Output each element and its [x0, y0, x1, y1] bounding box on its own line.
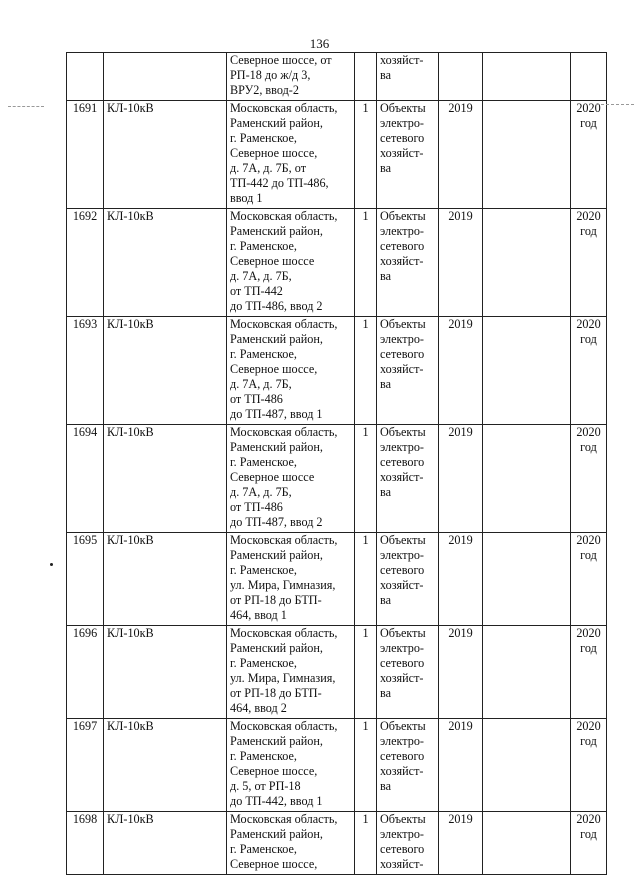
- row-number: 1698: [67, 812, 104, 875]
- year-start: [439, 53, 483, 101]
- row-number: 1695: [67, 533, 104, 626]
- year-completion: 2020 год: [571, 425, 607, 533]
- row-note: [483, 209, 571, 317]
- row-note: [483, 533, 571, 626]
- year-start: 2019: [439, 719, 483, 812]
- row-note: [483, 317, 571, 425]
- scan-artifact: [50, 563, 53, 566]
- line-type: КЛ-10кВ: [104, 626, 227, 719]
- object-category: Объекты электро- сетевого хозяйст- ва: [377, 317, 439, 425]
- year-completion: 2020 год: [571, 812, 607, 875]
- scan-artifact: [8, 106, 44, 108]
- line-address: Московская область, Раменский район, г. Раменское, ул. Мира, Гимназия, от РП-18 до БТП- 464, ввод 1: [227, 533, 355, 626]
- year-start: 2019: [439, 812, 483, 875]
- line-type: КЛ-10кВ: [104, 209, 227, 317]
- line-type: КЛ-10кВ: [104, 533, 227, 626]
- row-number: [67, 53, 104, 101]
- row-note: [483, 812, 571, 875]
- line-quantity: 1: [355, 425, 377, 533]
- year-start: 2019: [439, 101, 483, 209]
- year-completion: 2020 год: [571, 101, 607, 209]
- table-row: [67, 209, 607, 317]
- scan-artifact: [596, 104, 634, 106]
- table-row: [67, 533, 607, 626]
- line-quantity: 1: [355, 101, 377, 209]
- page-number: 136: [309, 36, 330, 51]
- line-address: Северное шоссе, от РП-18 до ж/д 3, ВРУ2, ввод-2: [227, 53, 355, 101]
- line-quantity: [355, 53, 377, 101]
- row-number: 1697: [67, 719, 104, 812]
- table-row: [67, 719, 607, 812]
- year-completion: 2020 год: [571, 209, 607, 317]
- line-quantity: 1: [355, 812, 377, 875]
- year-completion: 2020 год: [571, 719, 607, 812]
- object-category: Объекты электро- сетевого хозяйст- ва: [377, 101, 439, 209]
- line-address: Московская область, Раменский район, г. Раменское, Северное шоссе, д. 7А, д. 7Б, от ТП-486 до ТП-487, ввод 1: [227, 317, 355, 425]
- line-address: Московская область, Раменский район, г. Раменское, Северное шоссе д. 7А, д. 7Б, от ТП-486 до ТП-487, ввод 2: [227, 425, 355, 533]
- year-completion: 2020 год: [571, 533, 607, 626]
- line-address: Московская область, Раменский район, г. Раменское, Северное шоссе,: [227, 812, 355, 875]
- year-completion: 2020 год: [571, 626, 607, 719]
- year-completion: 2020 год: [571, 317, 607, 425]
- row-note: [483, 719, 571, 812]
- object-category: Объекты электро- сетевого хозяйст- ва: [377, 209, 439, 317]
- line-quantity: 1: [355, 719, 377, 812]
- table-row: [67, 53, 607, 101]
- line-quantity: 1: [355, 626, 377, 719]
- year-start: 2019: [439, 425, 483, 533]
- line-type: КЛ-10кВ: [104, 425, 227, 533]
- object-category: Объекты электро- сетевого хозяйст- ва: [377, 425, 439, 533]
- year-start: 2019: [439, 317, 483, 425]
- cable-lines-table: [66, 52, 607, 875]
- row-note: [483, 626, 571, 719]
- row-number: 1691: [67, 101, 104, 209]
- object-category: Объекты электро- сетевого хозяйст- ва: [377, 533, 439, 626]
- row-number: 1694: [67, 425, 104, 533]
- row-number: 1692: [67, 209, 104, 317]
- row-number: 1693: [67, 317, 104, 425]
- object-category: Объекты электро- сетевого хозяйст- ва: [377, 719, 439, 812]
- row-note: [483, 101, 571, 209]
- line-address: Московская область, Раменский район, г. Раменское, Северное шоссе, д. 7А, д. 7Б, от ТП-442 до ТП-486, ввод 1: [227, 101, 355, 209]
- object-category: Объекты электро- сетевого хозяйст-: [377, 812, 439, 875]
- line-type: КЛ-10кВ: [104, 101, 227, 209]
- year-start: 2019: [439, 533, 483, 626]
- line-address: Московская область, Раменский район, г. Раменское, Северное шоссе д. 7А, д. 7Б, от ТП-442 до ТП-486, ввод 2: [227, 209, 355, 317]
- line-quantity: 1: [355, 209, 377, 317]
- year-start: 2019: [439, 209, 483, 317]
- table-row: [67, 101, 607, 209]
- year-completion: [571, 53, 607, 101]
- row-note: [483, 425, 571, 533]
- line-address: Московская область, Раменский район, г. Раменское, ул. Мира, Гимназия, от РП-18 до БТП- 464, ввод 2: [227, 626, 355, 719]
- table-row: [67, 317, 607, 425]
- line-type: КЛ-10кВ: [104, 812, 227, 875]
- table-row: [67, 812, 607, 875]
- line-type: КЛ-10кВ: [104, 317, 227, 425]
- line-quantity: 1: [355, 533, 377, 626]
- line-type: [104, 53, 227, 101]
- table-row: [67, 425, 607, 533]
- row-note: [483, 53, 571, 101]
- object-category: Объекты электро- сетевого хозяйст- ва: [377, 626, 439, 719]
- table-row: [67, 626, 607, 719]
- object-category: хозяйст- ва: [377, 53, 439, 101]
- line-quantity: 1: [355, 317, 377, 425]
- year-start: 2019: [439, 626, 483, 719]
- line-type: КЛ-10кВ: [104, 719, 227, 812]
- row-number: 1696: [67, 626, 104, 719]
- line-address: Московская область, Раменский район, г. Раменское, Северное шоссе, д. 5, от РП-18 до ТП-442, ввод 1: [227, 719, 355, 812]
